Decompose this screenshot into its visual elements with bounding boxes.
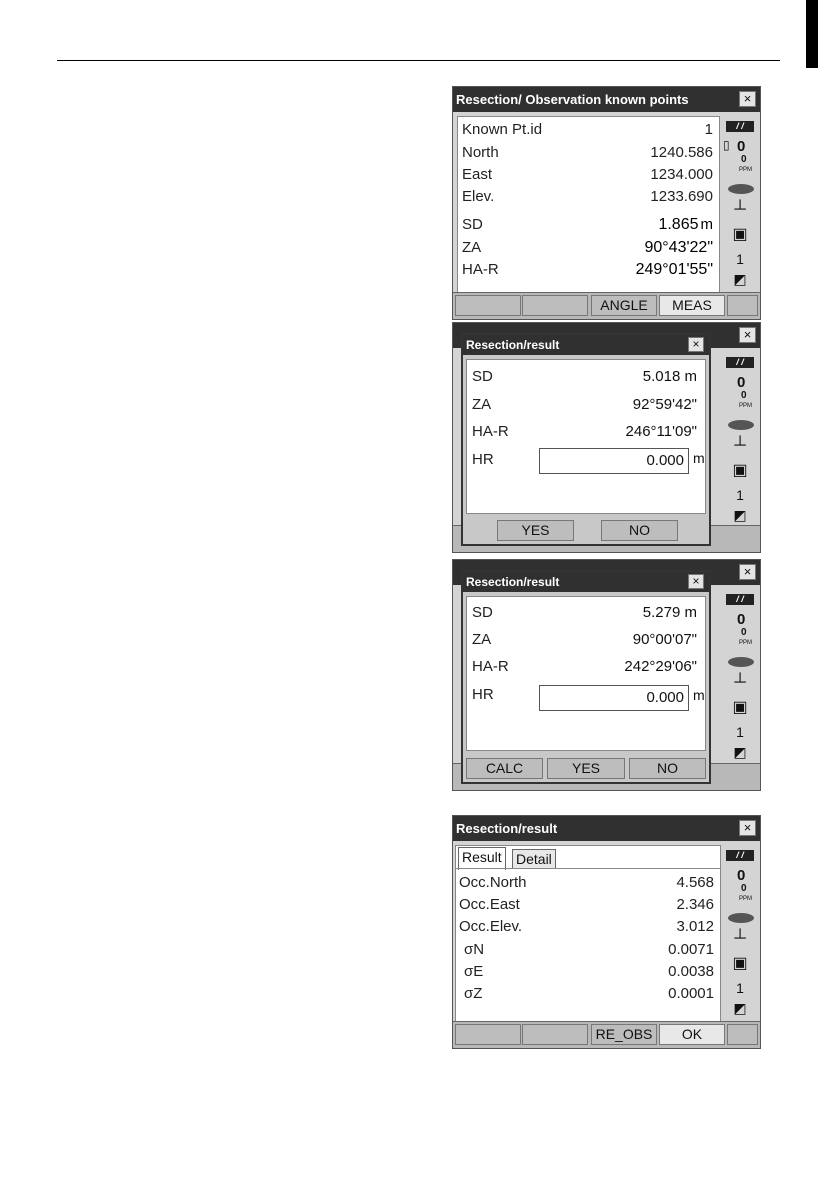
instrument-icon: ▣	[732, 955, 748, 972]
ppm-sub-value: 0	[741, 627, 747, 638]
hr-unit: m	[693, 687, 705, 703]
no-button[interactable]: NO	[601, 520, 678, 541]
hr-input[interactable]: 0.000	[539, 448, 689, 474]
target-icon	[728, 913, 754, 923]
ppm-value: 0	[737, 374, 746, 391]
ppm-sub-value: 0	[741, 883, 747, 894]
instrument-icon: ▣	[732, 699, 748, 716]
za-row: ZA 92°59'42"	[472, 396, 697, 413]
screen-resection-result	[452, 815, 761, 1049]
tab-divider	[456, 868, 720, 869]
ppm-sub-value: 0	[741, 390, 747, 401]
ppm-value: 0	[737, 138, 746, 155]
softkey-5[interactable]	[727, 1024, 758, 1045]
battery-icon: / /	[726, 121, 754, 132]
status-bar	[723, 589, 757, 790]
level-icon: ┴	[734, 674, 746, 691]
dialog-title: Resection/result ×	[463, 335, 709, 355]
ppm-label: PPM	[739, 896, 753, 902]
sd-row: SD 1.865 m	[462, 216, 713, 233]
page-header-rule	[57, 60, 780, 61]
tilt-icon: ▯	[723, 138, 730, 152]
resection-result-dialog	[461, 333, 711, 546]
softkey-2[interactable]	[522, 295, 588, 316]
meas-button[interactable]: MEAS	[659, 295, 725, 316]
occ-elev-row: Occ.Elev. 3.012	[459, 918, 714, 935]
result-panel	[455, 845, 721, 1046]
sigma-e-row: σE 0.0038	[464, 963, 714, 980]
elev-row: Elev. 1233.690	[462, 188, 713, 205]
ppm-sub-value: 0	[741, 154, 747, 165]
prism-const: 1	[736, 980, 744, 996]
window-title: Resection/ Observation known points ×	[453, 87, 760, 112]
sd-row: SD 5.018 m	[472, 368, 697, 385]
prism-const: 1	[736, 251, 744, 267]
status-bar	[723, 352, 757, 553]
no-button[interactable]: NO	[629, 758, 706, 779]
tab-result[interactable]: Result	[458, 847, 506, 870]
yes-button[interactable]: YES	[497, 520, 574, 541]
input-mode-icon[interactable]: ◩	[733, 271, 747, 287]
close-icon[interactable]: ×	[739, 820, 756, 836]
screen-observation-known-points	[452, 86, 761, 320]
ppm-label: PPM	[739, 640, 753, 646]
re-obs-button[interactable]: RE_OBS	[591, 1024, 657, 1045]
close-icon[interactable]: ×	[688, 337, 704, 352]
ppm-value: 0	[737, 867, 746, 884]
ha-r-row: HA-R 242°29'06"	[472, 658, 697, 675]
close-icon[interactable]: ×	[688, 574, 704, 589]
softkey-bar	[453, 292, 760, 319]
yes-button[interactable]: YES	[547, 758, 625, 779]
level-icon: ┴	[734, 437, 746, 454]
ha-r-row: HA-R 246°11'09"	[472, 423, 697, 440]
sd-row: SD 5.279 m	[472, 604, 697, 621]
sigma-n-row: σN 0.0071	[464, 941, 714, 958]
hr-unit: m	[693, 450, 705, 466]
close-icon[interactable]: ×	[739, 564, 756, 580]
occ-north-row: Occ.North 4.568	[459, 874, 714, 891]
ppm-value: 0	[737, 611, 746, 628]
dialog-softkeys	[463, 518, 709, 544]
softkey-1[interactable]	[455, 295, 521, 316]
za-row: ZA 90°43'22"	[462, 239, 713, 256]
north-row: North 1240.586	[462, 144, 713, 161]
battery-icon: / /	[726, 594, 754, 605]
angle-button[interactable]: ANGLE	[591, 295, 657, 316]
tab-detail[interactable]: Detail	[512, 849, 556, 869]
close-icon[interactable]: ×	[739, 327, 756, 343]
input-mode-icon[interactable]: ◩	[733, 507, 747, 523]
ppm-label: PPM	[739, 167, 753, 173]
instrument-icon: ▣	[732, 462, 748, 479]
target-icon	[728, 184, 754, 194]
input-mode-icon[interactable]: ◩	[733, 1000, 747, 1016]
screen-result-dialog-2	[452, 559, 761, 791]
softkey-bar	[453, 1021, 760, 1048]
hr-row: HR	[472, 686, 494, 703]
target-icon	[728, 657, 754, 667]
target-icon	[728, 420, 754, 430]
input-mode-icon[interactable]: ◩	[733, 744, 747, 760]
close-icon[interactable]: ×	[739, 91, 756, 107]
resection-result-dialog	[461, 570, 711, 784]
level-icon: ┴	[734, 201, 746, 218]
softkey-2[interactable]	[522, 1024, 588, 1045]
prism-const: 1	[736, 724, 744, 740]
level-icon: ┴	[734, 930, 746, 947]
ppm-label: PPM	[739, 403, 753, 409]
hr-input[interactable]: 0.000	[539, 685, 689, 711]
battery-icon: / /	[726, 850, 754, 861]
dialog-content	[466, 359, 706, 514]
dialog-softkeys	[463, 756, 709, 782]
battery-icon: / /	[726, 357, 754, 368]
page-margin-tab	[806, 0, 818, 68]
softkey-5[interactable]	[727, 295, 758, 316]
prism-const: 1	[736, 487, 744, 503]
occ-east-row: Occ.East 2.346	[459, 896, 714, 913]
screen-result-dialog-1	[452, 322, 761, 553]
hr-row: HR	[472, 451, 494, 468]
ha-r-row: HA-R 249°01'55"	[462, 261, 713, 278]
dialog-title: Resection/result ×	[463, 572, 709, 592]
ok-button[interactable]: OK	[659, 1024, 725, 1045]
sigma-z-row: σZ 0.0001	[464, 985, 714, 1002]
calc-button[interactable]: CALC	[466, 758, 543, 779]
status-bar	[723, 116, 757, 317]
dialog-content	[466, 596, 706, 751]
east-row: East 1234.000	[462, 166, 713, 183]
instrument-icon: ▣	[732, 226, 748, 243]
known-point-panel	[457, 116, 720, 317]
window-title: Resection/result ×	[453, 816, 760, 841]
status-bar	[723, 845, 757, 1046]
za-row: ZA 90°00'07"	[472, 631, 697, 648]
known-pt-id-row: Known Pt.id 1	[462, 121, 713, 138]
softkey-1[interactable]	[455, 1024, 521, 1045]
